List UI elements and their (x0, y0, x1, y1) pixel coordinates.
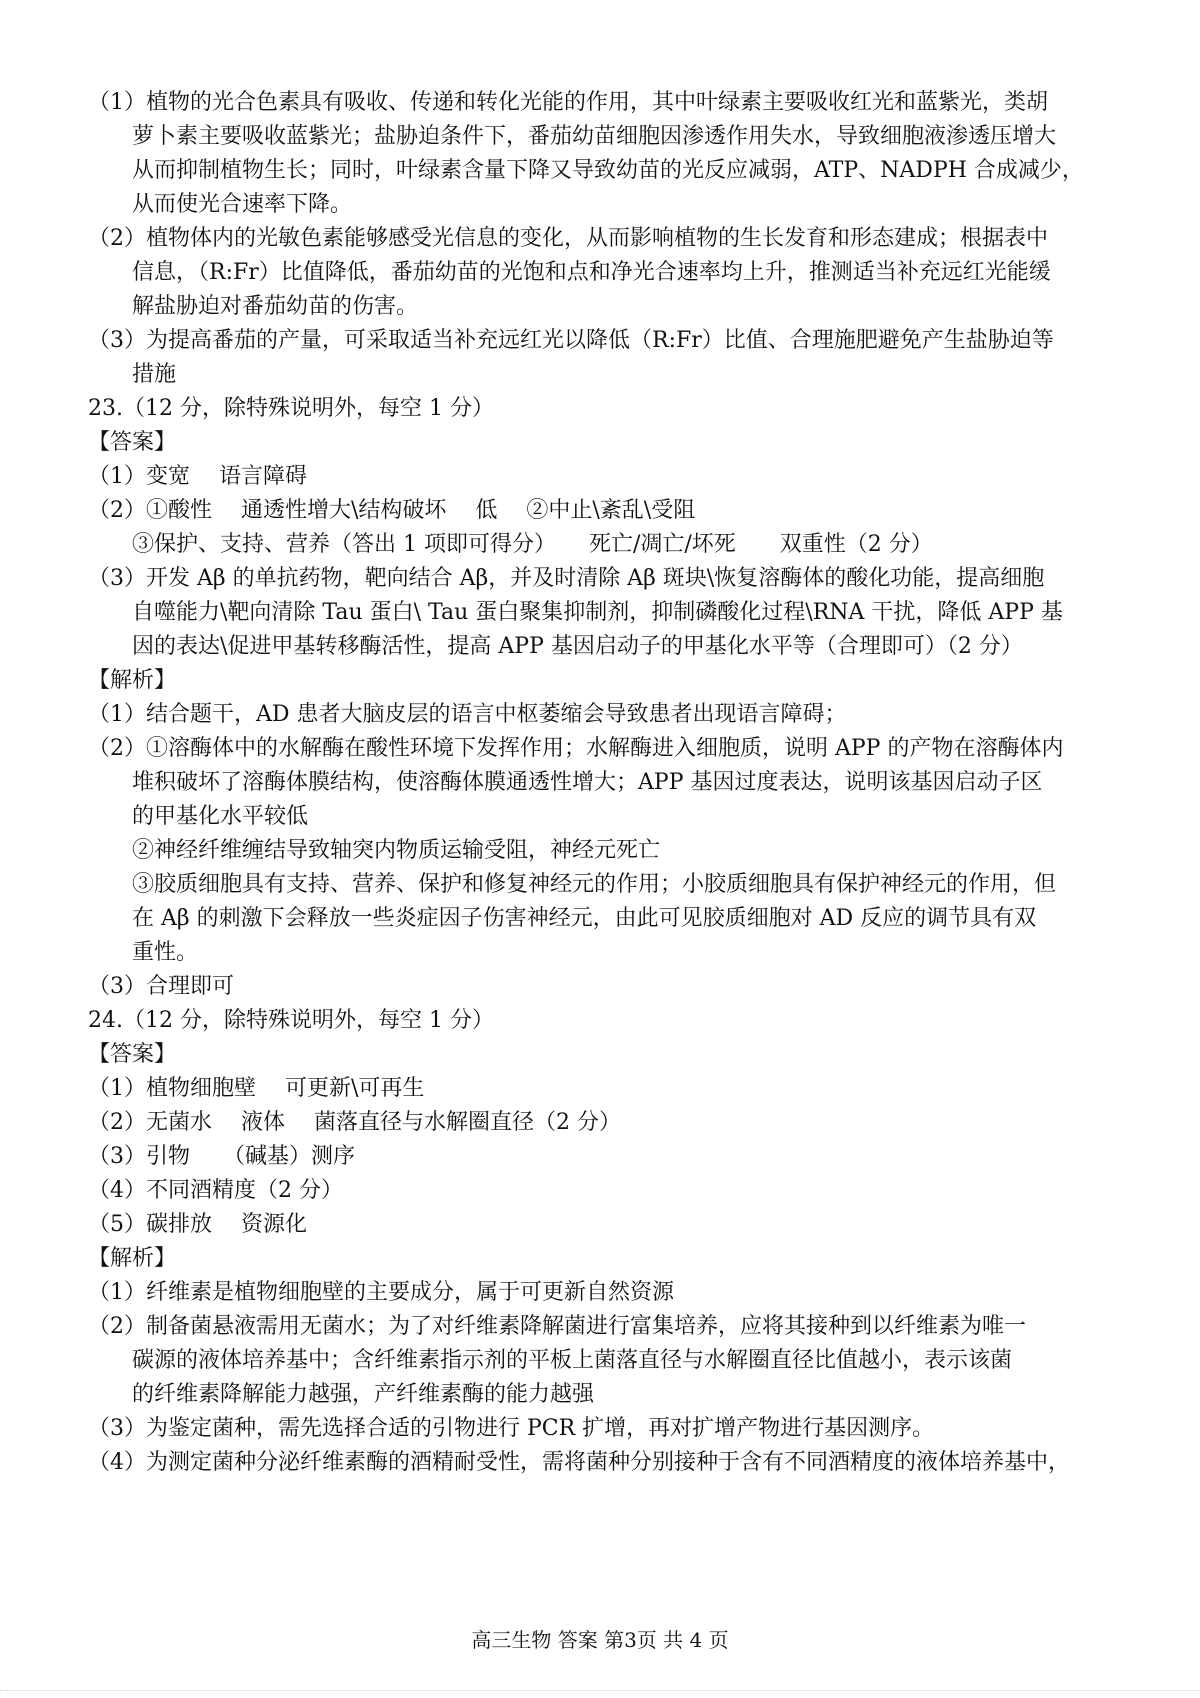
text-line: （2）植物体内的光敏色素能够感受光信息的变化，从而影响植物的生长发育和形态建成；根据表中 (88, 226, 1049, 251)
text-line: 在 Aβ 的刺激下会释放一些炎症因子伤害神经元，由此可见胶质细胞对 AD 反应的调节具有双 (132, 906, 1037, 931)
text-line: 【解析】 (88, 1246, 177, 1271)
text-line: （1）植物细胞壁 可更新\可再生 (88, 1076, 425, 1101)
text-line: （3）合理即可 (88, 974, 234, 999)
text-line: （4）不同酒精度（2 分） (88, 1178, 343, 1203)
text-line: 碳源的液体培养基中；含纤维素指示剂的平板上菌落直径与水解圈直径比值越小，表示该菌 (132, 1348, 1013, 1373)
text-line: 因的表达\促进甲基转移酶活性，提高 APP 基因启动子的甲基化水平等（合理即可）（2 分） (132, 634, 1023, 659)
text-line: （1）植物的光合色素具有吸收、传递和转化光能的作用，其中叶绿素主要吸收红光和蓝紫光，类胡 (88, 90, 1049, 115)
text-line: 从而抑制植物生长；同时，叶绿素含量下降又导致幼苗的光反应减弱，ATP、NADPH 合成减少， (132, 158, 1084, 183)
text-line: ③保护、支持、营养（答出 1 项即可得分） 死亡/凋亡/坏死 双重性（2 分） (132, 532, 933, 557)
text-line: 的甲基化水平较低 (132, 804, 309, 829)
text-line: 从而使光合速率下降。 (132, 192, 353, 217)
text-line: 措施 (132, 362, 177, 387)
text-line: （3）为鉴定菌种，需先选择合适的引物进行 PCR 扩增，再对扩增产物进行基因测序。 (88, 1416, 935, 1441)
text-line: 信息，（R:Fr）比值降低，番茄幼苗的光饱和点和净光合速率均上升，推测适当补充远红光能缓 (132, 260, 1051, 285)
text-line: 萝卜素主要吸收蓝紫光；盐胁迫条件下，番茄幼苗细胞因渗透作用失水，导致细胞液渗透压增大 (132, 124, 1057, 149)
text-line: 的纤维素降解能力越强，产纤维素酶的能力越强 (132, 1382, 595, 1407)
text-line: （1）结合题干，AD 患者大脑皮层的语言中枢萎缩会导致患者出现语言障碍； (88, 702, 847, 727)
text-line: 24.（12 分，除特殊说明外，每空 1 分） (88, 1008, 494, 1033)
text-line: （3）引物 （碱基）测序 (88, 1144, 355, 1169)
text-line: 23.（12 分，除特殊说明外，每空 1 分） (88, 396, 494, 421)
page-footer: 高三生物 答案 第3页 共 4 页 (471, 1628, 729, 1652)
bottom-divider (0, 1690, 1200, 1692)
text-line: （1）纤维素是植物细胞壁的主要成分，属于可更新自然资源 (88, 1280, 674, 1305)
text-line: （2）制备菌悬液需用无菌水；为了对纤维素降解菌进行富集培养，应将其接种到以纤维素为唯一 (88, 1314, 1027, 1339)
text-line: （5）碳排放 资源化 (88, 1212, 307, 1237)
text-line: （1）变宽 语言障碍 (88, 464, 307, 489)
text-line: 解盐胁迫对番茄幼苗的伤害。 (132, 294, 419, 319)
text-line: 【解析】 (88, 668, 177, 693)
text-line: 自噬能力\靶向清除 Tau 蛋白\ Tau 蛋白聚集抑制剂，抑制磷酸化过程\RNA 干扰，降低 APP 基 (132, 600, 1063, 625)
text-line: ③胶质细胞具有支持、营养、保护和修复神经元的作用；小胶质细胞具有保护神经元的作用，但 (132, 872, 1057, 897)
text-line: 【答案】 (88, 1042, 177, 1067)
text-line: 堆积破坏了溶酶体膜结构，使溶酶体膜通透性增大；APP 基因过度表达，说明该基因启动子区 (132, 770, 1043, 795)
text-line: （2）①酸性 通透性增大\结构破坏 低 ②中止\紊乱\受阻 (88, 498, 696, 523)
text-line: ②神经纤维缠结导致轴突内物质运输受阻，神经元死亡 (132, 838, 661, 863)
text-line: （2）①溶酶体中的水解酶在酸性环境下发挥作用；水解酶进入细胞质，说明 APP 的产物在溶酶体内 (88, 736, 1064, 761)
text-line: （2）无菌水 液体 菌落直径与水解圈直径（2 分） (88, 1110, 621, 1135)
text-line: 重性。 (132, 940, 199, 965)
text-line: （4）为测定菌种分泌纤维素酶的酒精耐受性，需将菌种分别接种于含有不同酒精度的液体培养基中， (88, 1450, 1071, 1475)
text-line: （3）开发 Aβ 的单抗药物，靶向结合 Aβ，并及时清除 Aβ 斑块\恢复溶酶体的酸化功能，提高细胞 (88, 566, 1045, 591)
text-line: （3）为提高番茄的产量，可采取适当补充远红光以降低（R:Fr）比值、合理施肥避免产生盐胁迫等 (88, 328, 1054, 353)
answer-body (88, 86, 1128, 1480)
text-line: 【答案】 (88, 430, 177, 455)
